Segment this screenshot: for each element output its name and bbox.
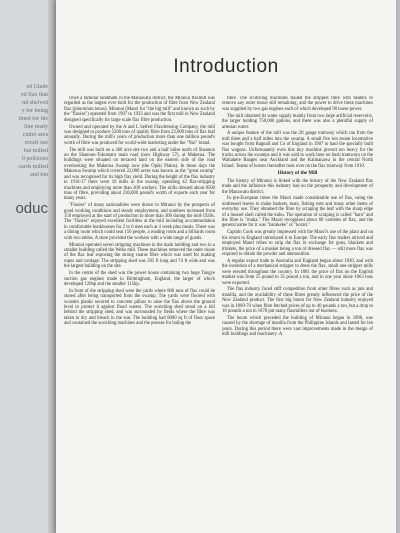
- right-column: [222, 96, 373, 526]
- paragraph: Miranui operated seven stripping machines in the main building and two in a smaller building called the Weko mill. These machines removed the outer tissue of the flax leaf exposing the strong coarse fibre which was used for making ropes and cordage. The stripping shed was 205 ft long and 74 ft wide and was the largest building on the site.: [64, 242, 215, 270]
- paragraph: Owned and operated by the A and L Seifert Flaxdressing Company, the mill was designed to produce 5200 tons of quality fibre from 22,000 tons of flax leaf annually. During the mill's years of production more than one million pound's worth of fibre was produced for world-wide marketing under the "Nui" brand.: [64, 124, 215, 146]
- prev-page-fragment: ed flax that: [21, 92, 48, 98]
- paragraph: A regular export trade to Australia and England began about 1830, and with the invention of a mechanical stripper to dress the flax, small one-stripper mills were erected throughout the country. In 1881 the price of flax on the English market was from 25 pound to 35 pound a ton, and in one year alone 1063 tons were exported.: [222, 258, 373, 286]
- paragraph: The history of Miranui is linked with the history of the New Zealand flax trade and the influence this industry had on the prosperity and development of the Manawatu district.: [222, 178, 373, 195]
- paragraph: In pre-European times the Maori made considerable use of flax, using the undressed leaves to make baskets, mats, fishing nets and many other items of everyday use. They obtained the fibre by scraping the leaf with the sharp edge of a mussel shell called the kuku. The operation of scraping is called "haro" and the fibre is "muka." The Maori recognised about 60 varieties of flax, and the general name for it was "harakeke" or "korari.": [222, 196, 373, 229]
- prev-page-fragment: cards milled: [18, 164, 48, 170]
- paragraph: The mill obtained its water supply mainly from two large artificial reservoirs, the larger holding 750,000 gallons, and there was also a plentiful supply of artesian water.: [222, 113, 373, 130]
- paragraph: Once a familiar landmark in the Manawatu district, the Miranui flaxmill was regarded as the largest ever built for the production of fibre from New Zealand flax (phormium tenax). Miranui (Maori for "the big mill" and known as such by the "flaxies") operated from 1907 to 1933 and was the first mill in New Zealand designed specifically for large scale flax fibre production.: [64, 96, 215, 123]
- prev-page-fragment: 0 pollsions: [21, 156, 48, 162]
- prev-page-fragment: nd shelved: [22, 100, 48, 106]
- book-page: [56, 0, 396, 533]
- page-title: Introduction: [173, 56, 279, 77]
- paragraph: fibre. The scutching machines flailed the stripped fibre with beaters to remove any outer tissue still remaining, and the power to drive these machines was supplied by two gas engines each of which developed 90 horse power.: [222, 96, 373, 112]
- paragraph: In the centre of the shed was the power house containing two huge Tangye suction gas engines made in Birmingham, England, the larger of which developed 120hp and the smaller 115hp.: [64, 271, 215, 287]
- paragraph: In front of the stripping shed were the yards where 800 tons of flax could be stored after being transported from the swamp. The yards were floored with wooden planks secured to concrete pillars to raise the flax above the ground level to protect it against flood waters. The scutching shed stood on a hill behind the stripping shed, and was surrounded by fields where the fibre was taken to dry and bleach in the sun. The building had 8000 sq ft of floor space and contained the scutching machines and the presses for baling the: [64, 288, 215, 327]
- previous-page-edge: [0, 0, 56, 533]
- paragraph: The boom which preceded the building of Miranui began in 1898, was caused by the shortage of manilla from the Philippine Islands and lasted for ten years. During this period there were vast improvements made in the design of mill buildings and machinery. A: [222, 315, 373, 338]
- prev-page-fragment: ecraft use: [24, 140, 48, 146]
- paragraph: Captain Cook was greatly impressed with the Maori's use of the plant and on his return to England introduced it to Europe. The early flax traders arrived and employed Maori tribes to strip the flax in exchange for guns, blankets and trinkets, the price of a musket being a ton of dressed flax — still more flax was required to obtain the powder and ammunition.: [222, 230, 373, 257]
- prev-page-fragment: lmed for the: [18, 116, 48, 122]
- left-column: [64, 96, 215, 526]
- page-fold-shadow: [48, 0, 56, 533]
- prev-page-heading-fragment: oduc: [15, 200, 48, 217]
- prev-page-fragment: cutter area: [22, 132, 48, 138]
- prev-page-fragment: and bin: [30, 172, 48, 178]
- prev-page-fragment: ed Glade: [26, 84, 48, 90]
- paragraph: The mill was built on a 360 acre site two and a half miles north of Shannon on the Shannon-Tokomaru main road (now Highway 57), at Makerua. The buildings were situated on terraced land on the eastern side of the road overlooking the Makerua Swamp now (the Opiki Plains). In those days the Makerua Swamp which covered 22,000 acres was known as the "great swamp" and was recognised for its high flax yield. During the height of the flax industry in 1916-17 there were 10 mills in the swamp, operating 42 flax-stripping machines and employing more than 300 workers. The mills dressed about 8500 tons of fibre, providing about 230,000 pound's worth of exports each year for many years.: [64, 147, 215, 202]
- section-heading: History of the Mill: [277, 171, 318, 177]
- prev-page-fragment: line ready: [24, 124, 48, 130]
- paragraph: "Flaxies" of many nationalities were drawn to Miranui by the prospects of good working conditions and steady employment, and numbers increased from 150 employed at the start of production to more than 300 during the mid-1920s. The "flaxies" enjoyed excellent facilities at the mill including accommodation in comfortable bunkhouses for 2 to 6 men each at 4 week plus meals. There was a dining room which could seat 150 people, a reading room and a billiards room with two tables. A store provided the workers with a wide range of goods.: [64, 203, 215, 241]
- paragraph: A unique feature of the mill was the 2ft gauge tramway which ran from the mill three and a half miles into the swamp. A small five ton steam locomotive was bought from Bagnall and Co of England in 1907 to haul the specially built flax wagons. Unfortunately even this tiny machine proved too heavy for the tracks across the swamps and it was sold to work later on bush tramways on the Waitakere Ranges near Auckland and the Kaimanawa in the central North Island. Teams of horses thereafter took over on the flax tramway from 1910.: [222, 131, 373, 169]
- paragraph: The flax industry faced stiff competition from other fibres such as jute and manilla, and the availability of these fibres greatly influenced the price of the New Zealand product. The first big boom for New Zealand industry enjoyed was in 1869-70 when fibre fetched prices of up to 40 pounds a ton, but a drop to 18 pounds a ton in 1870 put many flaxmillers out of business.: [222, 287, 373, 315]
- prev-page-fragment: y for being: [21, 108, 48, 114]
- prev-page-fragment: bat milled: [23, 148, 48, 154]
